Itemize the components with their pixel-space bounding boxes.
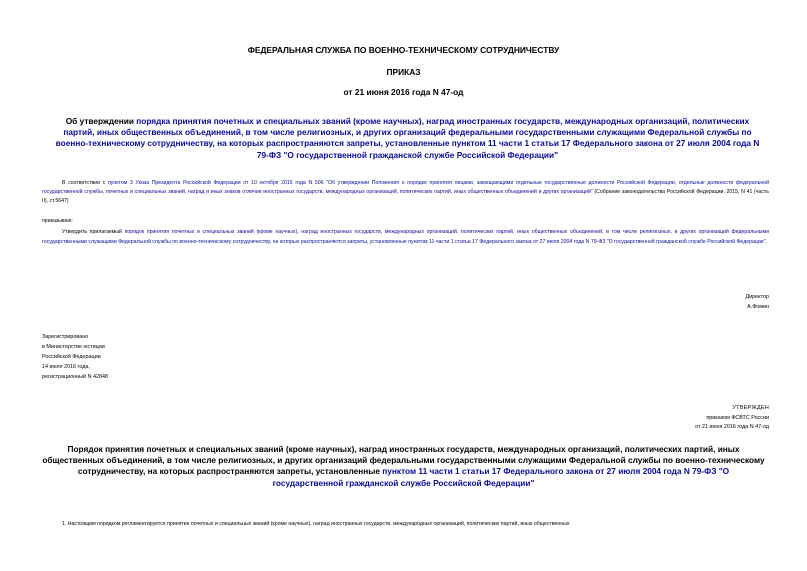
order-keyword: приказываю: <box>42 218 73 224</box>
approval-line: от 21 июня 2016 года N 47-од <box>695 424 769 430</box>
registration-line: в Министерстве юстиции <box>42 344 105 350</box>
procedure-title-law-link[interactable]: пунктом 11 части 1 статьи 17 Федерального закона от 27 июля 2004 года N 79-ФЗ "О государственной гражданской службе Российской Федерации" <box>272 466 730 488</box>
procedure-title-prefix: Порядок принятия почетных и специальных званий (кроме научных), наград иностранных государств, международных организаций, политических партий, иных общественных объединений, в том числе религиозных, и других организаций федеральными государственными служащими Федеральной службы по военно-техническому сотрудничеству, на которых распространяются запреты, установленные <box>42 444 765 477</box>
document-type: ПРИКАЗ <box>386 67 421 77</box>
approval-head: УТВЕРЖДЕН <box>732 405 769 411</box>
approval-stamp <box>695 404 769 433</box>
procedure-link[interactable]: порядок принятия почетных и специальных званий (кроме научных), наград иностранных государств, международных организаций, политических партий, иных общественных объединений, в том числе религиозных, и других организаций федеральными государственными служащими Федеральной службы по военно-техническому сотрудничеству, на которых распространяются запреты, установленные пунктом 11 части 1 статьи 17 Федерального закона от 27 июля 2004 года N 79-ФЗ "О государственной гражданской службе Российской Федерации" <box>42 229 769 245</box>
order-paragraph <box>42 228 769 247</box>
order-text-prefix: Утвердить прилагаемый <box>62 229 125 235</box>
registration-line: 14 июля 2016 года, <box>42 364 90 370</box>
preamble-decree-link[interactable]: пунктом 3 Указа Президента Российской Федерации от 10 октября 2015 года N 506 "Об утверждении Положения о порядке принятия лицами, замещающими отдельные государственные должности Российской Федерации, отдельные должности федеральной государственной службы, почетных и специальных званий, наград и иных знаков отличия иностранных государств, международных организаций, политических партий, иных общественных объединений и других организаций" <box>42 180 770 195</box>
signer-name: А.Фомин <box>747 304 769 310</box>
preamble-prefix: В соответствии с <box>62 180 108 186</box>
signature-block <box>746 292 769 312</box>
registration-line: Зарегистрировано <box>42 334 89 340</box>
order-date-number: от 21 июня 2016 года N 47-од <box>343 87 464 97</box>
agency-name: ФЕДЕРАЛЬНАЯ СЛУЖБА ПО ВОЕННО-ТЕХНИЧЕСКОМУ СОТРУДНИЧЕСТВУ <box>247 45 560 55</box>
procedure-title <box>42 444 765 489</box>
preamble <box>42 179 769 205</box>
order-title-link[interactable]: порядка принятия почетных и специальных званий (кроме научных), наград иностранных государств, международных организаций, политических партий, иных общественных объединений, в том числе религиозных, и других организаций федеральными государственными служащими Федеральной службы по военно-техническому сотрудничеству, на которых распространяются запреты, установленные пунктом 11 части 1 статьи 17 Федерального закона от 27 июля 2004 года N 79-ФЗ "О государственной гражданской службе Российской Федерации" <box>55 116 760 160</box>
order-title <box>50 116 765 161</box>
registration-block <box>42 332 108 382</box>
approval-line: приказом ФСВТС России <box>706 414 769 421</box>
preamble-suffix: (Собрание законодательства Российской Федерации, 2015, N 41 (часть II), ст.5647) <box>42 188 769 204</box>
registration-line: Российской Федерации <box>42 354 101 360</box>
point-1-paragraph: 1. Настоящим порядком регламентируется принятие почетных и специальных званий (кроме научных), наград иностранных государств, международных организаций, политических партий, иных общественных <box>62 521 570 527</box>
signer-position: Директор <box>745 294 769 300</box>
registration-line: регистрационный N 42848 <box>42 374 108 380</box>
order-text-suffix: . <box>765 238 767 245</box>
order-title-prefix: Об утверждении <box>65 116 137 126</box>
